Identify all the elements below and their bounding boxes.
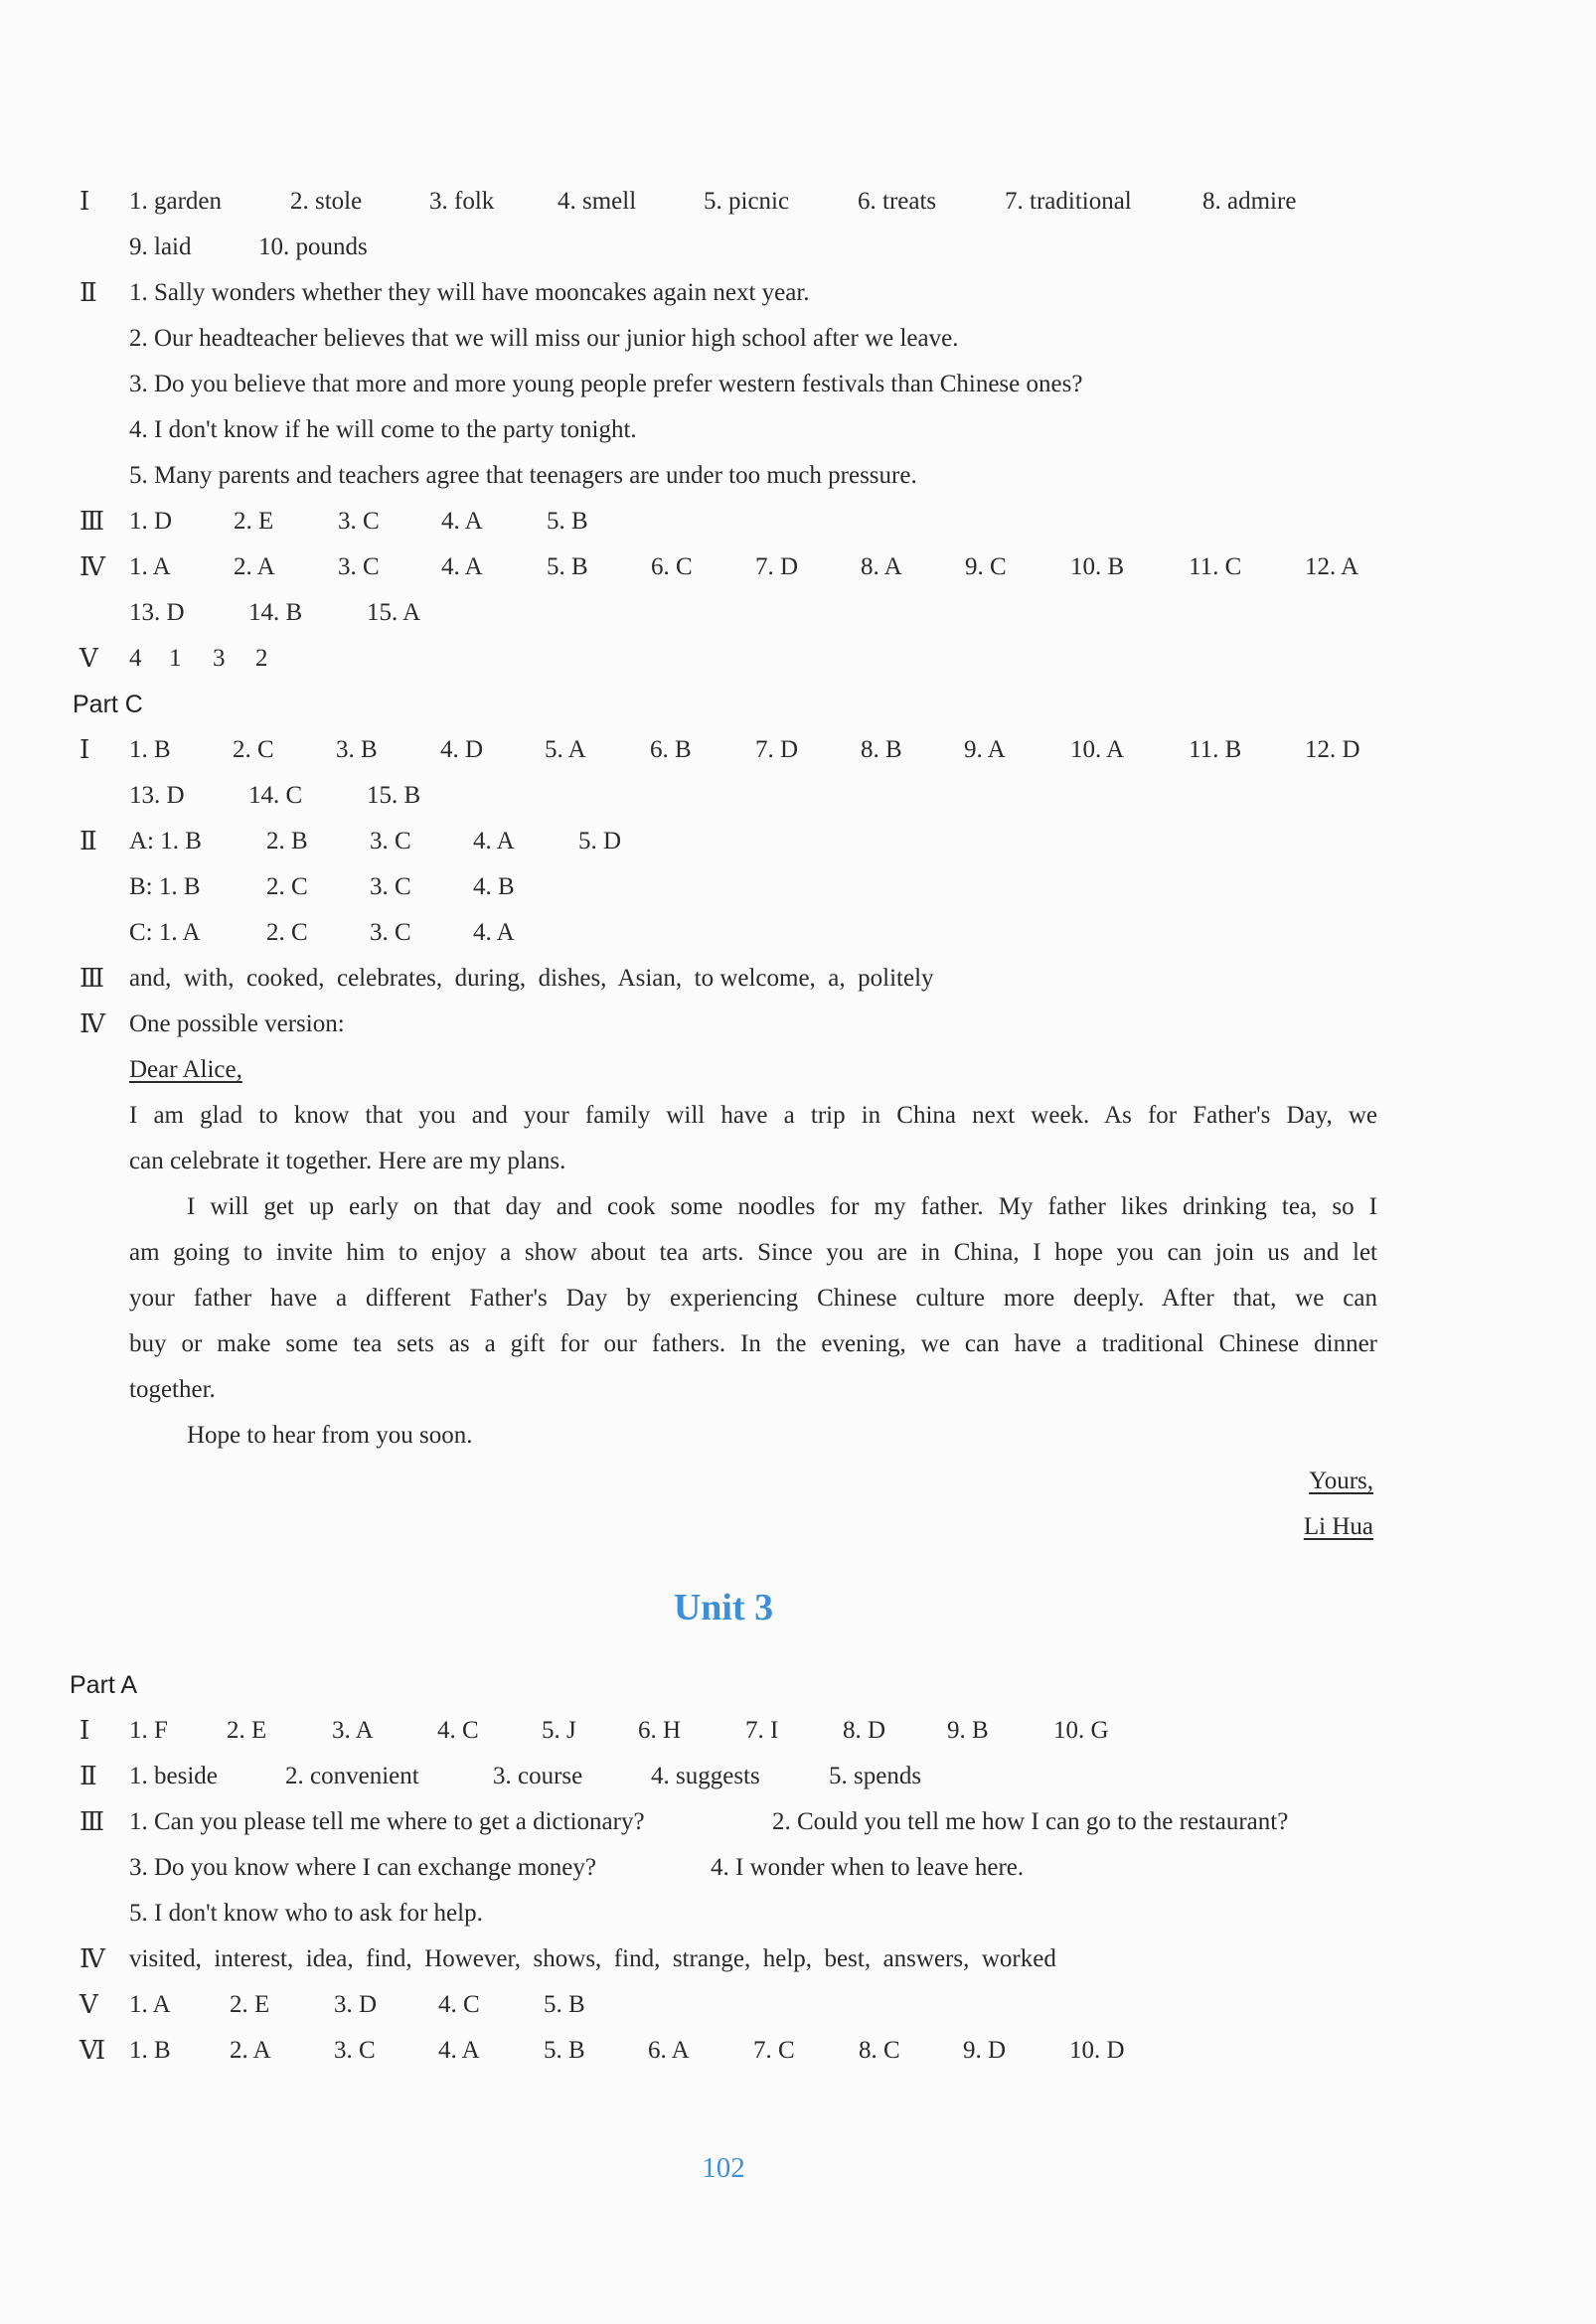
answer-item: 3. C (370, 919, 411, 946)
answer-item: 8. D (843, 1717, 886, 1744)
answer-item: 12. D (1305, 736, 1360, 763)
answer-item: 3. C (370, 873, 411, 900)
section-numeral: Ⅰ (80, 735, 90, 764)
section-numeral: Ⅲ (80, 507, 105, 536)
answer-item: 10. B (1070, 553, 1125, 580)
answer-item: 10. G (1053, 1717, 1109, 1744)
answer-item: 4. D (440, 736, 484, 763)
section-numeral: Ⅱ (80, 827, 97, 855)
answer-sentence: 5. I don't know who to ask for help. (129, 1900, 483, 1927)
answer-item: 7. D (755, 736, 799, 763)
answer-item: 3. C (334, 2037, 376, 2064)
page-number: 102 (702, 2152, 745, 2184)
answer-item: 8. admire (1202, 188, 1297, 215)
answer-item: 4. A (438, 2037, 480, 2064)
answer-sentence: 2. Our headteacher believes that we will miss our junior high school after we leave. (129, 325, 959, 352)
section-numeral: Ⅱ (80, 1762, 97, 1790)
letter-line: together. (129, 1376, 216, 1403)
answer-item: A: 1. B (129, 828, 202, 854)
part-heading: Part A (70, 1671, 138, 1699)
answer-sentence: 5. Many parents and teachers agree that teenagers are under too much pressure. (129, 462, 917, 489)
answer-item: 2. B (266, 828, 308, 854)
answer-item: 9. D (963, 2037, 1007, 2064)
answer-item: 6. B (650, 736, 692, 763)
answer-item: 7. C (753, 2037, 795, 2064)
answer-item: 1. A (129, 553, 171, 580)
answer-item: 12. A (1305, 553, 1359, 580)
answer-item: 2 (255, 645, 268, 672)
letter-line: I will get up early on that day and cook some noodles for my father. My father likes drinking tea, so I (187, 1193, 1377, 1220)
answer-item: 1. D (129, 508, 173, 535)
answer-sentence: 1. Can you please tell me where to get a dictionary? (129, 1808, 645, 1835)
letter-salutation: Dear Alice, (129, 1056, 242, 1083)
section-numeral: Ⅳ (80, 1944, 105, 1973)
answer-item: 13. D (129, 782, 185, 809)
answer-item: 14. C (248, 782, 303, 809)
letter-line: your father have a different Father's Day by experiencing Chinese culture more deeply. After that, we can (129, 1285, 1377, 1312)
answer-item: 8. A (861, 553, 902, 580)
answer-item: 7. I (745, 1717, 779, 1744)
section-numeral: Ⅵ (80, 2036, 106, 2065)
answer-sentence: 4. I wonder when to leave here. (711, 1854, 1025, 1881)
answer-item: 15. B (367, 782, 421, 809)
answer-item: 6. A (648, 2037, 690, 2064)
unit-title: Unit 3 (673, 1587, 774, 1628)
answer-item: 2. E (230, 1991, 270, 2018)
answer-item: 5. picnic (704, 188, 790, 215)
answer-item: 9. B (947, 1717, 989, 1744)
answer-item: 6. C (651, 553, 693, 580)
answer-item: 5. A (545, 736, 586, 763)
section-numeral: Ⅰ (80, 187, 90, 216)
answer-item: 4. A (441, 553, 483, 580)
answer-item: 10. pounds (258, 233, 368, 260)
answer-item: 2. C (233, 736, 274, 763)
answer-item: 3. folk (429, 188, 495, 215)
answer-words: visited, interest, idea, find, However, shows, find, strange, help, best, answers, worked (129, 1945, 1056, 1972)
answer-item: 2. E (234, 508, 274, 535)
answer-item: 3. course (493, 1763, 583, 1789)
answer-item: 1. A (129, 1991, 171, 2018)
answer-item: C: 1. A (129, 919, 201, 946)
answer-item: 1 (169, 645, 182, 672)
answer-item: 9. C (965, 553, 1007, 580)
answer-item: 7. D (755, 553, 799, 580)
answer-item: 5. B (544, 1991, 585, 2018)
answer-item: 9. A (964, 736, 1006, 763)
answer-item: 5. B (547, 553, 588, 580)
answer-words: and, with, cooked, celebrates, during, dishes, Asian, to welcome, a, politely (129, 965, 934, 992)
section-numeral: Ⅴ (80, 644, 98, 673)
answer-item: 4 (129, 645, 142, 672)
answer-item: 11. C (1189, 553, 1242, 580)
answer-item: 15. A (367, 599, 421, 626)
answer-item: 3. C (338, 508, 380, 535)
answer-item: 3. A (332, 1717, 374, 1744)
answer-sentence: 4. I don't know if he will come to the party tonight. (129, 416, 637, 443)
answer-item: 3 (213, 645, 226, 672)
section-numeral: Ⅴ (80, 1990, 98, 2019)
answer-item: 1. B (129, 2037, 171, 2064)
answer-item: 2. C (266, 919, 308, 946)
part-heading: Part C (73, 691, 143, 718)
answer-item: 4. C (437, 1717, 479, 1744)
letter-line: buy or make some tea sets as a gift for our fathers. In the evening, we can have a traditional Chinese dinner (129, 1330, 1377, 1357)
letter-line: am going to invite him to enjoy a show about tea arts. Since you are in China, I hope you can join us and let (129, 1239, 1377, 1266)
answer-item: 4. A (473, 919, 515, 946)
answer-item: 9. laid (129, 233, 192, 260)
answer-item: 8. C (859, 2037, 900, 2064)
answer-sentence: 1. Sally wonders whether they will have mooncakes again next year. (129, 279, 810, 306)
answer-sentence: 3. Do you believe that more and more young people prefer western festivals than Chinese ones? (129, 371, 1083, 397)
answer-item: 13. D (129, 599, 185, 626)
answer-item: 14. B (248, 599, 303, 626)
answer-item: 4. C (438, 1991, 480, 2018)
section-numeral: Ⅳ (80, 552, 105, 581)
answer-item: 3. C (370, 828, 411, 854)
answer-item: 5. B (547, 508, 588, 535)
letter-line: can celebrate it together. Here are my plans. (129, 1148, 566, 1174)
answer-item: 5. J (542, 1717, 576, 1744)
answer-item: 2. E (227, 1717, 267, 1744)
answer-item: 2. A (234, 553, 275, 580)
answer-item: 4. A (441, 508, 483, 535)
answer-item: 4. smell (558, 188, 637, 215)
answer-item: 4. suggests (651, 1763, 760, 1789)
answer-sentence: 2. Could you tell me how I can go to the restaurant? (772, 1808, 1289, 1835)
answer-item: 4. A (473, 828, 515, 854)
answer-item: 3. C (338, 553, 380, 580)
answer-item: 6. treats (858, 188, 937, 215)
answer-item: 3. D (334, 1991, 378, 2018)
answer-item: 1. F (129, 1717, 168, 1744)
letter-closing: Yours, (1309, 1468, 1373, 1494)
section-numeral: Ⅲ (80, 1807, 105, 1836)
essay-intro: One possible version: (129, 1010, 345, 1037)
answer-item: 2. C (266, 873, 308, 900)
answer-item: 10. D (1069, 2037, 1125, 2064)
answer-item: B: 1. B (129, 873, 201, 900)
answer-item: 6. H (638, 1717, 682, 1744)
section-numeral: Ⅱ (80, 278, 97, 307)
answer-item: 7. traditional (1005, 188, 1132, 215)
answer-item: 3. B (336, 736, 378, 763)
answer-item: 2. stole (290, 188, 363, 215)
answer-item: 4. B (473, 873, 515, 900)
answer-item: 5. spends (829, 1763, 922, 1789)
answer-item: 5. D (578, 828, 622, 854)
section-numeral: Ⅲ (80, 964, 105, 993)
letter-line: Hope to hear from you soon. (187, 1422, 473, 1449)
answer-item: 1. garden (129, 188, 223, 215)
answer-item: 2. convenient (285, 1763, 419, 1789)
answer-sentence: 3. Do you know where I can exchange money? (129, 1854, 596, 1881)
answer-item: 2. A (230, 2037, 271, 2064)
letter-signature: Li Hua (1303, 1513, 1373, 1540)
answer-item: 8. B (861, 736, 902, 763)
section-numeral: Ⅳ (80, 1009, 105, 1038)
answer-item: 1. B (129, 736, 171, 763)
section-numeral: Ⅰ (80, 1716, 90, 1745)
answer-item: 5. B (544, 2037, 585, 2064)
letter-line: I am glad to know that you and your family will have a trip in China next week. As for Father's Day, we (129, 1102, 1377, 1129)
answer-item: 1. beside (129, 1763, 218, 1789)
answer-item: 10. A (1070, 736, 1125, 763)
answer-item: 11. B (1189, 736, 1242, 763)
